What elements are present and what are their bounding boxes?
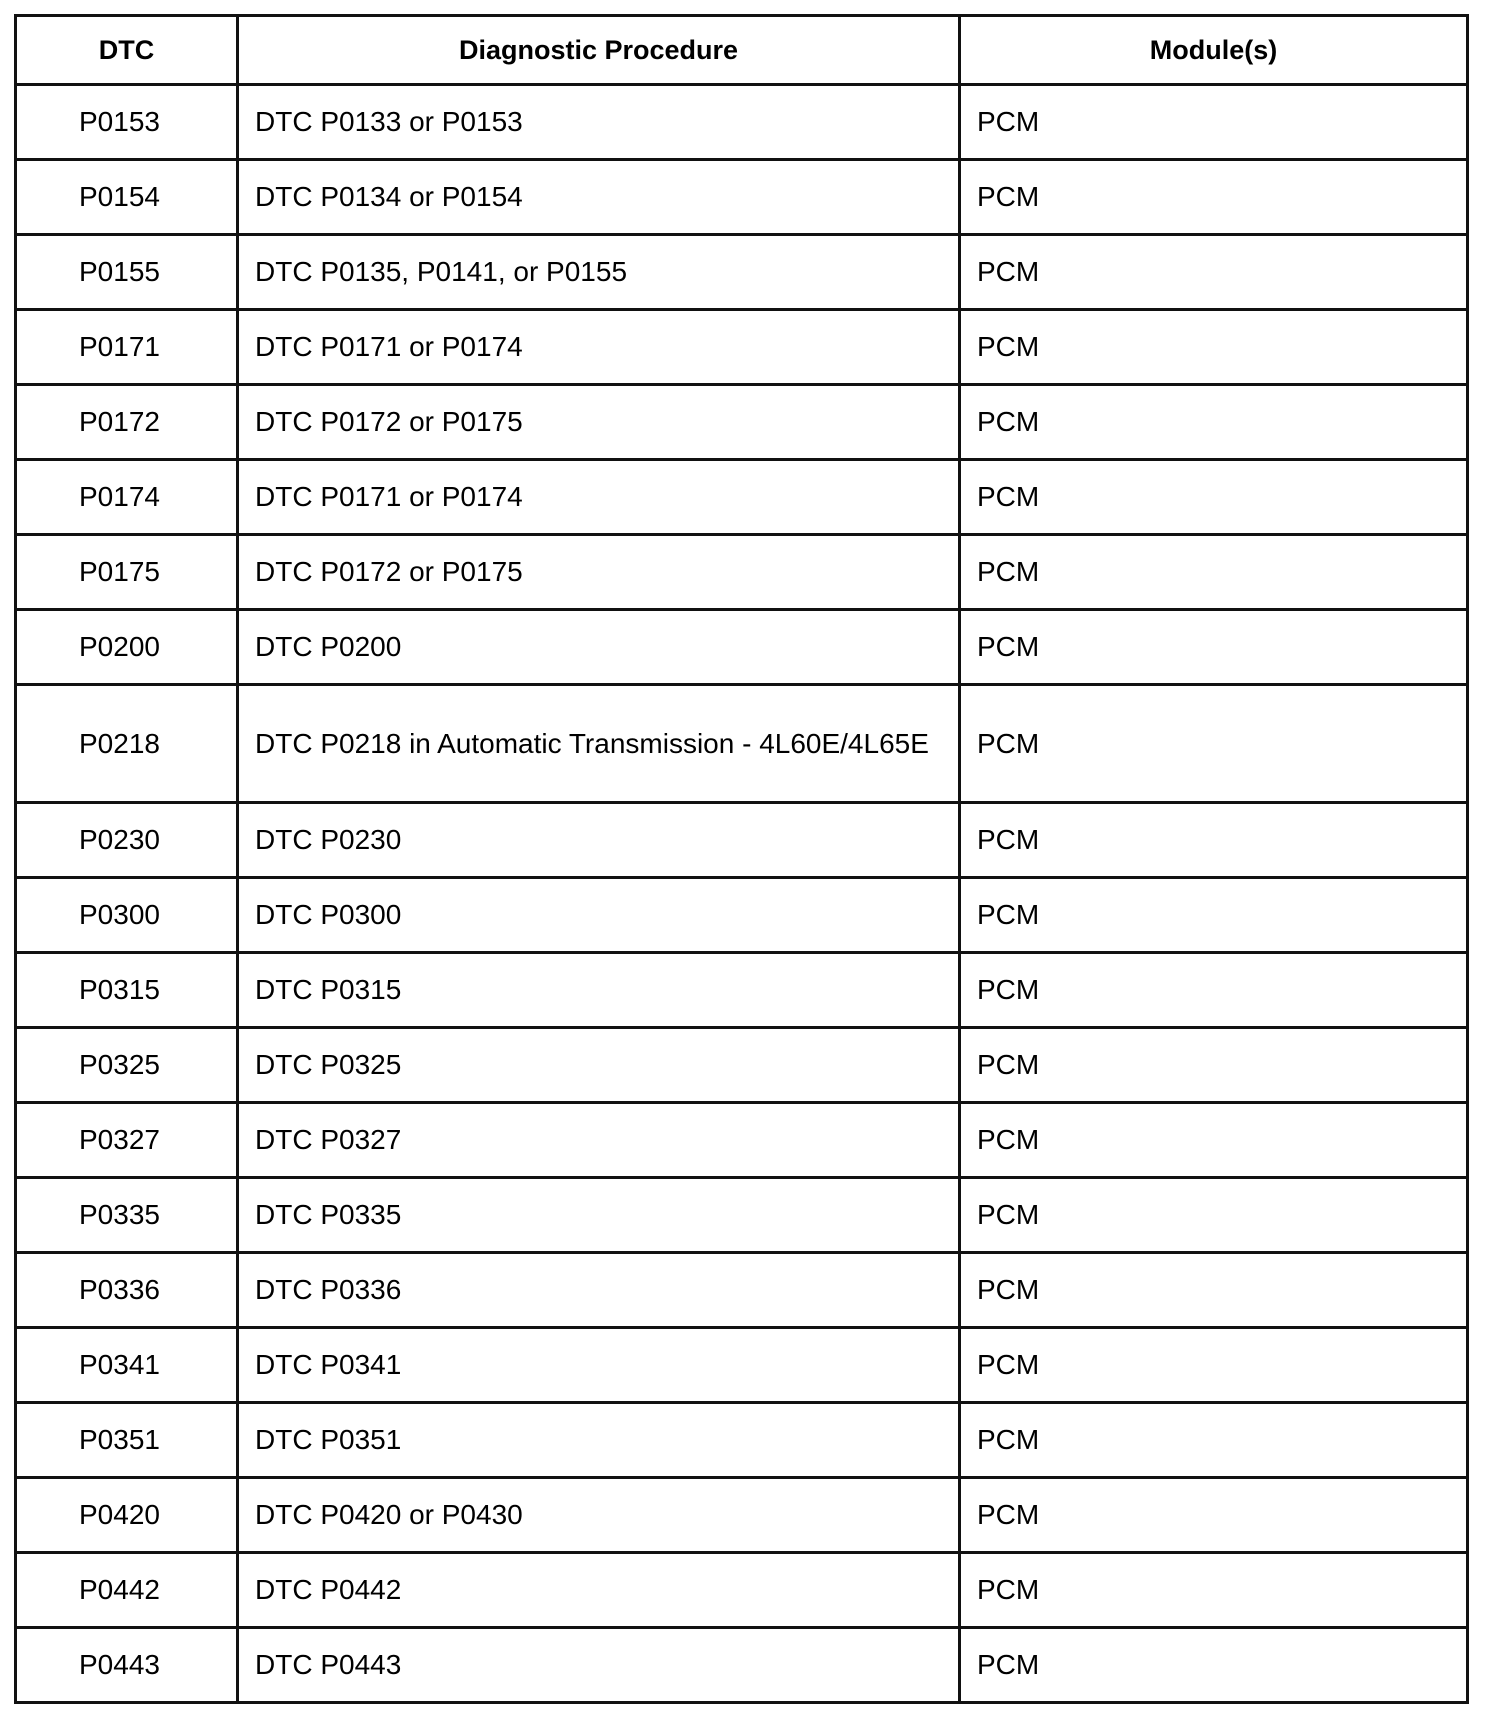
table-row (16, 1478, 1468, 1553)
diagnostic-procedure-link[interactable]: DTC P0134 or P0154 (238, 160, 960, 235)
diagnostic-procedure-link[interactable]: DTC P0325 (238, 1028, 960, 1103)
module: PCM (960, 803, 1468, 878)
diagnostic-procedure-link[interactable]: DTC P0442 (238, 1553, 960, 1628)
header-dtc: DTC (16, 16, 238, 85)
module: PCM (960, 1253, 1468, 1328)
diagnostic-procedure-link[interactable]: DTC P0327 (238, 1103, 960, 1178)
module: PCM (960, 1103, 1468, 1178)
table-row (16, 1028, 1468, 1103)
module: PCM (960, 1028, 1468, 1103)
table-row (16, 1553, 1468, 1628)
header-diagnostic-procedure: Diagnostic Procedure (238, 16, 960, 85)
diagnostic-procedure-link[interactable]: DTC P0135, P0141, or P0155 (238, 235, 960, 310)
diagnostic-procedure-link[interactable]: DTC P0420 or P0430 (238, 1478, 960, 1553)
table-row (16, 685, 1468, 803)
diagnostic-procedure-link[interactable]: DTC P0171 or P0174 (238, 310, 960, 385)
table-row (16, 1103, 1468, 1178)
dtc-code: P0327 (16, 1103, 238, 1178)
diagnostic-procedure-link[interactable]: DTC P0200 (238, 610, 960, 685)
module: PCM (960, 535, 1468, 610)
dtc-code: P0351 (16, 1403, 238, 1478)
table-row (16, 160, 1468, 235)
dtc-code: P0154 (16, 160, 238, 235)
table-row (16, 1628, 1468, 1703)
dtc-code: P0335 (16, 1178, 238, 1253)
dtc-code: P0442 (16, 1553, 238, 1628)
dtc-code: P0175 (16, 535, 238, 610)
module: PCM (960, 310, 1468, 385)
table-row (16, 460, 1468, 535)
diagnostic-procedure-link[interactable]: DTC P0335 (238, 1178, 960, 1253)
diagnostic-procedure-link[interactable]: DTC P0336 (238, 1253, 960, 1328)
dtc-code: P0300 (16, 878, 238, 953)
module: PCM (960, 610, 1468, 685)
dtc-code: P0153 (16, 85, 238, 160)
diagnostic-procedure-link[interactable]: DTC P0172 or P0175 (238, 385, 960, 460)
dtc-code: P0341 (16, 1328, 238, 1403)
module: PCM (960, 953, 1468, 1028)
module: PCM (960, 235, 1468, 310)
diagnostic-procedure-link[interactable]: DTC P0218 in Automatic Transmission - 4L60E/4L65E (238, 685, 960, 803)
dtc-code: P0420 (16, 1478, 238, 1553)
diagnostic-procedure-link[interactable]: DTC P0300 (238, 878, 960, 953)
table-row (16, 1253, 1468, 1328)
module: PCM (960, 460, 1468, 535)
dtc-code: P0315 (16, 953, 238, 1028)
dtc-code: P0230 (16, 803, 238, 878)
table-row (16, 310, 1468, 385)
dtc-code: P0443 (16, 1628, 238, 1703)
dtc-code: P0171 (16, 310, 238, 385)
module: PCM (960, 85, 1468, 160)
table-row (16, 235, 1468, 310)
module: PCM (960, 1178, 1468, 1253)
dtc-table (14, 14, 1469, 1704)
header-modules: Module(s) (960, 16, 1468, 85)
module: PCM (960, 1328, 1468, 1403)
module: PCM (960, 878, 1468, 953)
dtc-code: P0155 (16, 235, 238, 310)
table-row (16, 385, 1468, 460)
table-row (16, 953, 1468, 1028)
dtc-code: P0172 (16, 385, 238, 460)
module: PCM (960, 1628, 1468, 1703)
table-row (16, 610, 1468, 685)
diagnostic-procedure-link[interactable]: DTC P0341 (238, 1328, 960, 1403)
dtc-code: P0218 (16, 685, 238, 803)
table-row (16, 85, 1468, 160)
diagnostic-procedure-link[interactable]: DTC P0315 (238, 953, 960, 1028)
module: PCM (960, 1403, 1468, 1478)
diagnostic-procedure-link[interactable]: DTC P0171 or P0174 (238, 460, 960, 535)
dtc-code: P0336 (16, 1253, 238, 1328)
module: PCM (960, 160, 1468, 235)
diagnostic-procedure-link[interactable]: DTC P0172 or P0175 (238, 535, 960, 610)
table-row (16, 1178, 1468, 1253)
table-row (16, 535, 1468, 610)
table-row (16, 878, 1468, 953)
diagnostic-procedure-link[interactable]: DTC P0443 (238, 1628, 960, 1703)
diagnostic-procedure-link[interactable]: DTC P0351 (238, 1403, 960, 1478)
module: PCM (960, 685, 1468, 803)
table-row (16, 803, 1468, 878)
module: PCM (960, 1553, 1468, 1628)
diagnostic-procedure-link[interactable]: DTC P0133 or P0153 (238, 85, 960, 160)
module: PCM (960, 385, 1468, 460)
dtc-code: P0325 (16, 1028, 238, 1103)
table-row (16, 1328, 1468, 1403)
module: PCM (960, 1478, 1468, 1553)
dtc-code: P0200 (16, 610, 238, 685)
diagnostic-procedure-link[interactable]: DTC P0230 (238, 803, 960, 878)
table-row (16, 1403, 1468, 1478)
table-header-row (16, 16, 1468, 85)
dtc-code: P0174 (16, 460, 238, 535)
